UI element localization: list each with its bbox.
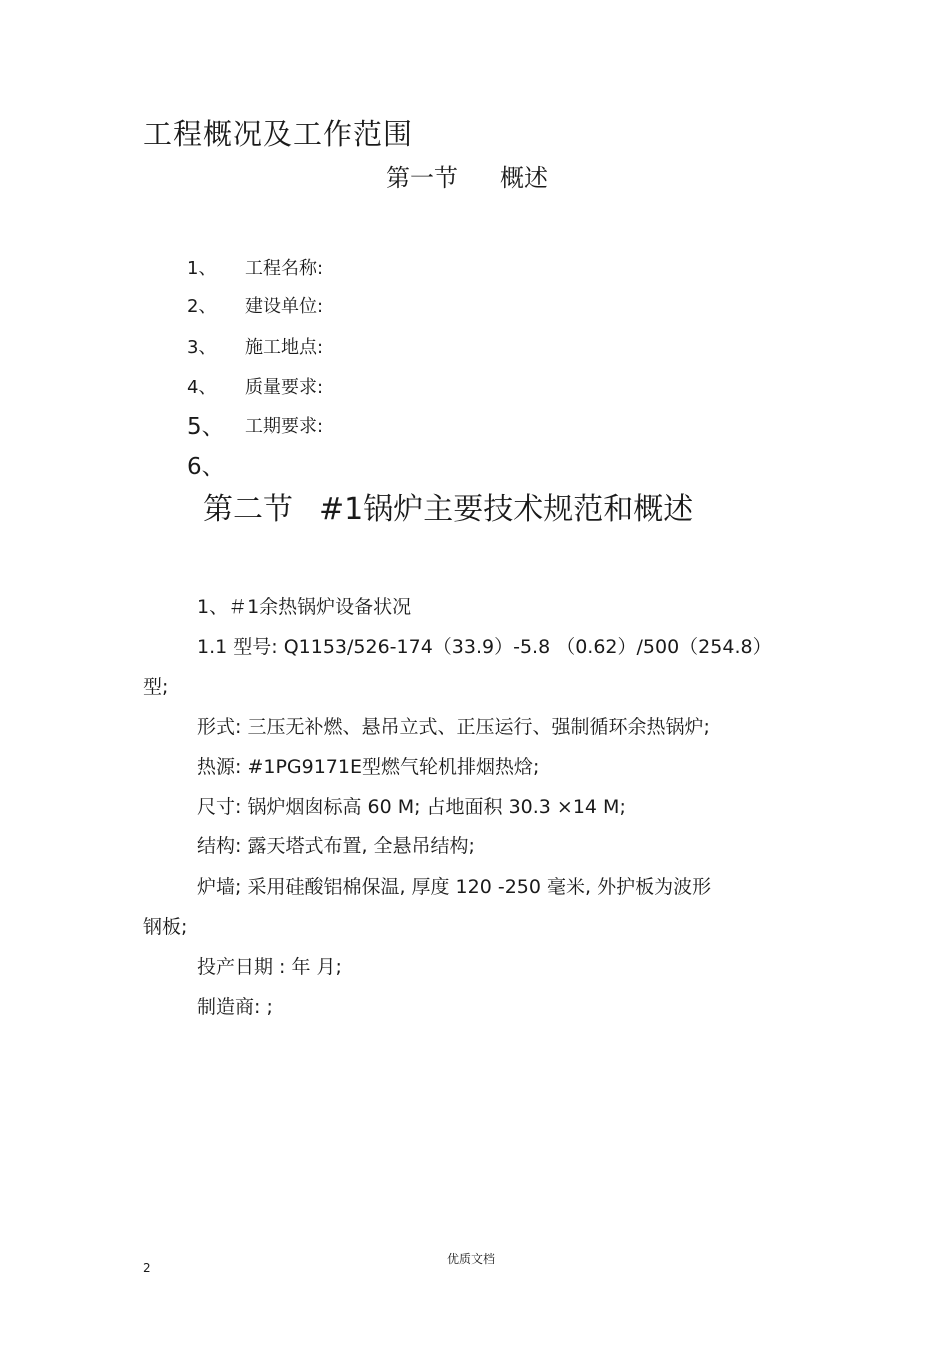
list-item-number: 1、 [187,258,217,279]
list-item-label: 建设单位: [245,296,324,317]
section-1-number: 第一节 [386,164,458,192]
list-item-number: 3、 [187,337,217,358]
heat-source-line: 热源: #1PG9171E型燃气轮机排烟热焓; [197,756,540,778]
wall-line: 炉墙; 采用硅酸铝棉保温, 厚度 120 -250 毫米, 外护板为波形 [197,876,712,898]
list-item-number: 5、 [187,414,225,440]
wall-line-continuation: 钢板; [143,916,188,938]
size-line: 尺寸: 锅炉烟囱标高 60 M; 占地面积 30.3 ×14 M; [197,796,626,818]
model-line: 1.1 型号: Q1153/526-174（33.9）-5.8 （0.62）/500（254.8） [197,636,772,658]
model-line-continuation: 型; [143,676,169,698]
structure-line: 结构: 露天塔式布置, 全悬吊结构; [197,835,475,857]
document-title: 工程概况及工作范围 [143,117,414,151]
footer-label: 优质文档 [447,1252,496,1266]
list-item-number: 6、 [187,454,225,480]
list-item-label: 工期要求: [245,416,324,437]
list-item-number: 2、 [187,296,217,317]
section-1-heading [386,158,548,193]
list-item-number: 4、 [187,377,217,398]
form-line: 形式: 三压无补燃、悬吊立式、正压运行、强制循环余热锅炉; [197,716,710,738]
section-2-number: 第二节 [203,492,293,527]
page-number: 2 [143,1261,151,1275]
subsection-heading: 1、＃1余热锅炉设备状况 [197,596,412,618]
commission-date-line: 投产日期 : 年 月; [197,956,342,978]
section-2-heading [203,484,693,528]
list-item-label: 质量要求: [245,377,324,398]
list-item-label: 施工地点: [245,337,324,358]
section-1-title: 概述 [500,164,548,192]
manufacturer-line: 制造商: ; [197,996,273,1018]
section-2-title: #1锅炉主要技术规范和概述 [319,492,694,527]
list-item-label: 工程名称: [245,258,324,279]
